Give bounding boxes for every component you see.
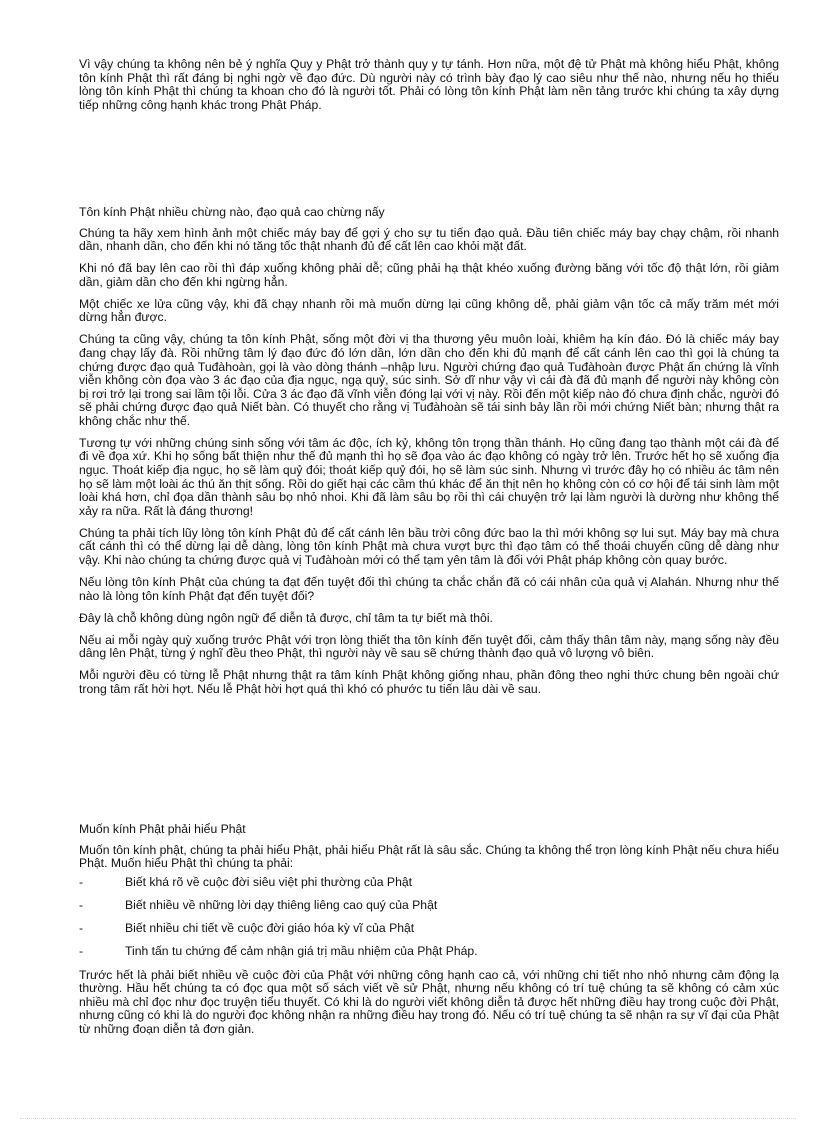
paragraph: Trước hết là phải biết nhiều về cuộc đời của Phật với những công hạnh cao cả, với những chi tiết nho nhỏ nhưng cảm động lạ thường. Hầu hết chúng ta có đọc qua một số sách viết về sử Phật, nhưng nếu không có trí tuệ chúng ta sẽ không có cảm xúc nhiều mà chỉ đọc như đọc truyện tiểu thuyết. Có khi là do người viết không diễn tả được hết những điều hay trong cuộc đời Phật, nhưng cũng có khi là do người đọc không nhận ra những điều hay trong đó. Nếu có trí tuệ chúng ta sẽ nhận ra sự vĩ đại của Phật từ những đoạn diễn tả đơn giản. bbox=[79, 967, 779, 1036]
paragraph: Chúng ta cũng vậy, chúng ta tôn kính Phật, sống một đời vị tha thương yêu muôn loài, khiêm hạ kín đáo. Đó là chiếc máy bay đang chạy lấy đà. Rồi những tâm lý đạo đức đó lớn dần, lớn dần cho đến khi đủ mạnh để cất cánh lên cao thì gọi là chúng ta chứng được đạo quả Tuđàhoàn, gọi là vào dòng thánh –nhập lưu. Người chứng đạo quả Tuđàhoàn được Phật ấn chứng là vĩnh viễn không còn đọa vào 3 ác đạo của địa ngục, ngạ quỷ, súc sinh. Sở dĩ như vậy vì cái đà đã đủ mạnh để người này không còn bị rơi trở lại trong sai lầm tội lỗi. Cửa 3 ác đạo đã vĩnh viễn đóng lại với vị này. Rồi đến một kiếp nào đó chưa định chắc, người đó sẽ phải chứng được đạo quả Niết bàn. Có thuyết cho rằng vị Tuđàhoàn sẽ tái sinh bảy lần rồi mới chứng Niết bàn; nhưng thật ra không chắc như thế. bbox=[79, 332, 779, 428]
section-intro bbox=[79, 58, 779, 121]
list-item bbox=[79, 922, 779, 936]
paragraph: Mỗi người đều có từng lễ Phật nhưng thật ra tâm kính Phật không giống nhau, phần đông theo nghi thức chung bên ngoài chứ trong tâm rất hời hợt. Nếu lễ Phật hời hợt quá thì khó có phước tu tiến lâu dài về sau. bbox=[79, 668, 779, 696]
page-bottom-divider bbox=[20, 1118, 796, 1120]
list-item bbox=[79, 876, 779, 890]
list-dash: - bbox=[79, 874, 84, 889]
paragraph: Một chiếc xe lửa cũng vậy, khi đã chạy nhanh rồi mà muốn dừng lại cũng không dễ, phải giảm vận tốc cả mấy trăm mét mới dừng hẳn được. bbox=[79, 296, 779, 325]
paragraph: Nếu ai mỗi ngày quỳ xuống trước Phật với trọn lòng thiết tha tôn kính đến tuyệt đối, cảm thấy thân tâm này, mạng sống này đều dâng lên Phật, từng ý nghĩ đều theo Phật, thì người này về sau sẽ chứng thành đạo quả vô lượng vô biên. bbox=[79, 632, 779, 661]
section-heading: Tôn kính Phật nhiều chừng nào, đạo quả cao chừng nấy bbox=[79, 205, 385, 219]
list-dash: - bbox=[79, 944, 84, 959]
paragraph: Tương tự với những chúng sinh sống với tâm ác độc, ích kỷ, không tôn trọng thần thánh. Họ cũng đang tạo thành một cái đà để đi về đọa xứ. Khi họ sống bất thiện như thế đủ mạnh thì họ sẽ đọa vào ác đạo không có ngày trở lên. Trước hết họ sẽ xuống địa ngục. Thoát kiếp địa ngục, họ sẽ làm quỷ đói; thoát kiếp quỷ đói, họ sẽ làm súc sinh. Nhưng vì trước đây họ có nhiều ác tâm nên họ sẽ làm một loài ác thú ăn thịt sống. Rồi do giết hại các cầm thú khác để ăn thịt nên họ không còn có cơ hội để tái sinh làm một loài khá hơn, chỉ đọa dần thành sâu bọ nhỏ nhoi. Khi đã làm sâu bọ rồi thì cái chuyện trở lại làm người là dường như không thể xảy ra nữa. Rất là đáng thương! bbox=[79, 435, 779, 518]
requirements-list bbox=[79, 876, 779, 959]
list-item bbox=[79, 945, 779, 959]
list-item-text: Biết khá rõ về cuộc đời siêu việt phi thường của Phật bbox=[125, 874, 413, 889]
list-item-text: Tinh tấn tu chứng để cảm nhận giá trị mầu nhiệm của Phật Pháp. bbox=[125, 944, 478, 959]
paragraph: Chúng ta hãy xem hình ảnh một chiếc máy bay để gợi ý cho sự tu tiến đạo quả. Đầu tiên chiếc máy bay chạy chậm, rồi nhanh dần, nhanh dần, cho đến khi nó tăng tốc thật nhanh đủ để cất lên cao khỏi mặt đất. bbox=[79, 225, 779, 254]
paragraph: Vì vậy chúng ta không nên bẻ ý nghĩa Quy y Phật trở thành quy y tự tánh. Hơn nữa, một đệ tử Phật mà không hiểu Phật, không tôn kính Phật thì rất đáng bị nghi ngờ về đạo đức. Dù người này có trình bày đạo lý cao siêu như thế nào, nhưng nếu họ thiếu lòng tôn kính Phật thì chúng ta khoan cho đó là người tốt. Phải có lòng tôn kính Phật làm nền tảng trước khi chúng ta xây dựng tiếp những công hạnh khác trong Phật Pháp. bbox=[79, 57, 779, 112]
paragraph: Khi nó đã bay lên cao rồi thì đáp xuống không phải dễ; cũng phải hạ thật khéo xuống đường băng với tốc độ thật lớn, rồi giảm dần, giảm dần cho đến khi ngừng hẳn. bbox=[79, 261, 779, 289]
list-dash: - bbox=[79, 921, 84, 936]
paragraph: Đây là chỗ không dùng ngôn ngữ để diễn tả được, chỉ tâm ta tự biết mà thôi. bbox=[79, 610, 493, 625]
section-heading: Muốn kính Phật phải hiểu Phật bbox=[79, 822, 246, 836]
paragraph: Chúng ta phải tích lũy lòng tôn kính Phật đủ để cất cánh lên bầu trời công đức bao la thì mới không sợ lui sụt. Máy bay mà chưa cất cánh thì có thể dừng lại dễ dàng, lòng tôn kính Phật mà chưa vượt bực thì đạo tâm có thể thoái chuyển cũng dễ dàng như vậy. Khi nào chúng ta chứng được quả vị Tuđàhoàn mới có thể tạm yên tâm là đối với Phật pháp không còn quay bước. bbox=[79, 525, 779, 568]
list-dash: - bbox=[79, 897, 84, 912]
list-item-text: Biết nhiều chi tiết về cuộc đời giáo hóa kỳ vĩ của Phật bbox=[125, 921, 415, 936]
paragraph: Muốn tôn kính phật, chúng ta phải hiểu Phật, phải hiểu Phật rất là sâu sắc. Chúng ta không thể trọn lòng kính Phật nếu chưa hiểu Phật. Muốn hiểu Phật thì chúng ta phải: bbox=[79, 842, 779, 871]
section-respect bbox=[79, 206, 779, 705]
list-item-text: Biết nhiều về những lời dạy thiêng liêng cao quý của Phật bbox=[125, 897, 438, 912]
paragraph: Nếu lòng tôn kính Phật của chúng ta đạt đến tuyệt đối thì chúng ta chắc chắn đã có cái nhân của quả vị Alahán. Nhưng như thế nào là lòng tôn kính Phật đạt đến tuyệt đối? bbox=[79, 575, 779, 603]
section-understand bbox=[79, 823, 779, 1045]
list-item bbox=[79, 899, 779, 913]
